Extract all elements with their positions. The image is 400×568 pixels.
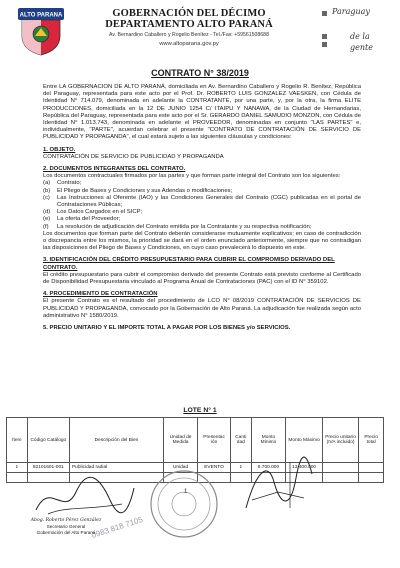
slogan-line-2: de la gente <box>350 32 373 52</box>
column-header: Canti dad <box>230 418 251 463</box>
list-item: (f) La resolución de adjudicación del Contrato emitida por la Contratante y su respectiva notificación; <box>43 223 312 230</box>
section-5-title: 5. PRECIO UNITARIO Y EL IMPORTE TOTAL A PAGAR POR LOS BIENES y/o SERVICIOS. <box>43 325 291 332</box>
table-cell: 13.400.000 <box>286 463 323 473</box>
signatory-role: Secretario General <box>46 524 86 529</box>
column-header: Precio unitario (IVA incluido) <box>322 418 358 463</box>
list-item: (e) La oferta del Proveedor; <box>43 216 121 223</box>
table-cell: 6.700.000 <box>251 463 286 473</box>
section-2-title: 2. DOCUMENTOS INTEGRANTES DEL CONTRATO. <box>43 166 186 173</box>
seal-text: ALTO PARANA <box>19 12 63 19</box>
governorate-seal-icon <box>16 6 66 56</box>
table-cell: EVENTO <box>198 463 231 473</box>
letterhead <box>16 4 386 52</box>
section-2-intro: Los documentos contractuales firmados por las partes y que forman parte integral del Contrato son los siguientes: <box>43 173 341 180</box>
lote-title: LOTE N° 1 <box>183 407 217 414</box>
stamp-text: 0983 818 7105 <box>90 514 144 541</box>
section-2-closing: Los documentos que forman parte del Contrato deberán considerarse mutuamente explicativos; en caso de contradicción o discrepancia entre los mismos, la prioridad se dará en el orden enunciado anteriormente, siempre que no contradigan las disposiciones del Pliego de Bases y Condiciones, en cuyo caso prevalecerá lo dispuesto en este. <box>43 230 361 252</box>
column-header: Precio total <box>359 418 384 463</box>
column-header: Descripción del Bien <box>69 418 163 463</box>
table-cell: 1 <box>7 463 28 473</box>
section-3-title: 3. IDENTIFICACIÓN DEL CRÉDITO PRESUPUESTARIO PARA CUBRIR EL COMPROMISO DERIVADO DEL CONTRATO. <box>43 257 335 271</box>
list-item: (c) Las Instrucciones al Oferente (IAO) y las Condiciones Generales del Contrato (CGC) publicadas en el portal de Contrataciones Públicas; <box>43 194 361 209</box>
signature-scribble-icon <box>30 470 140 522</box>
section-3-text: El crédito presupuestario para cubrir el compromiso derivado del presente Contrato está previsto conforme al Certificado de Disponibilidad Presupuestaria vinculado al Programa Anual de Contrataciones (PAC) con el ID N° 359102. <box>43 271 361 286</box>
section-4-text: El presente Contrato es el resultado del procedimiento de LCO N° 08/2019 CONTRATACIÓN DE SERVICIOS DE PUBLICIDAD Y PROPAGANDA, convocado por la Gobernación de Alto Paraná. La adjudicación fue realizada según acto administrativo N° 1580/2019. <box>43 298 361 319</box>
slogan-line-1: Paraguay <box>332 7 370 16</box>
contract-body <box>43 84 361 332</box>
intro-paragraph: Entre LA GOBERNACION DE ALTO PARANÁ, domiciliada en Av. Bernardino Caballero y Rogelio R. Benítez, República del Paraguay, representada para este acto por el Prof. Dr. ROBERTO LUIS GONZALEZ VAESKEN, con Cédula de Identidad N° 714.079, denominada en adelante la CONTRATANTE, por una parte, y, por la otra, la firma ELITE PRODUCCIONES, domiciliada en la 12 DE JUNIO 1254 C/ ITAIPU Y NANAWA, de la Ciudad de Hernandarias, República del Paraguay, representada para este acto por el Sr. GERARDO DANIEL SAMUDIO MONZON, con Cédula de Identidad N° 1.013.743, denominada en adelante el PROVEEDOR, denominadas en conjunto "LAS PARTES" e, individualmente, "PARTE", acuerdan celebrar el presente "CONTRATO DE CONTRATACIÓN DE SERVICIO DE PUBLICIDAD Y PROPAGANDA", el cual estará sujeto a las siguientes cláusulas y condiciones: <box>43 84 361 141</box>
column-header: Código Catálogo <box>27 418 69 463</box>
slogan-square-icon <box>322 11 327 16</box>
column-header: Monto Máximo <box>286 418 323 463</box>
column-header: Presentac ión <box>198 418 231 463</box>
table-header-row <box>7 418 384 463</box>
table-cell <box>359 463 384 473</box>
column-header: Unidad de Medida <box>163 418 197 463</box>
column-header: Monto Mínimo <box>251 418 286 463</box>
table-cell: 1 <box>230 463 251 473</box>
letterhead-address: Av. Bernardino Caballero y Rogelio Benítez - Tel./Fax: +59561508688 <box>109 32 269 38</box>
section-1-text: CONTRATACIÓN DE SERVICIO DE PUBLICIDAD Y PROPAGANDA <box>43 153 224 160</box>
page-number: 1 <box>184 489 188 495</box>
signatory-name: Abog. Roberto Pérez González <box>30 518 102 523</box>
slogan-square-icon <box>322 34 327 39</box>
column-header: Ítem <box>7 418 28 463</box>
official-seal-stamp-icon <box>148 468 220 540</box>
slogan-square-icon <box>322 42 327 47</box>
signatory-organization: Gobernación del Alto Paraná <box>36 530 96 535</box>
signature-scribble-icon <box>238 452 318 516</box>
table-cell: Unidad <box>163 463 197 473</box>
section-4-title: 4. PROCEDIMIENTO DE CONTRATACIÓN <box>43 291 158 298</box>
list-item: (d) Los Datos Cargados en el SICP; <box>43 209 143 216</box>
letterhead-website: www.altoparana.gov.py <box>159 41 219 47</box>
slogan-logo <box>318 6 394 52</box>
letterhead-title: GOBERNACIÓN DEL DÉCIMO DEPARTAMENTO ALTO PARANÁ <box>105 8 273 30</box>
document-list <box>43 180 361 230</box>
signature-block <box>16 518 116 536</box>
contract-title: CONTRATO N° 38/2019 <box>151 68 249 78</box>
table-cell: 82101601-001 <box>27 463 69 473</box>
list-item: (a) Contrato; <box>43 180 82 187</box>
list-item: (b) El Pliego de Bases y Condiciones y sus Adendas o modificaciones; <box>43 187 233 194</box>
section-1-title: 1. OBJETO. <box>43 146 76 153</box>
table-cell: Publicidad radial <box>69 463 163 473</box>
table-cell <box>322 463 358 473</box>
